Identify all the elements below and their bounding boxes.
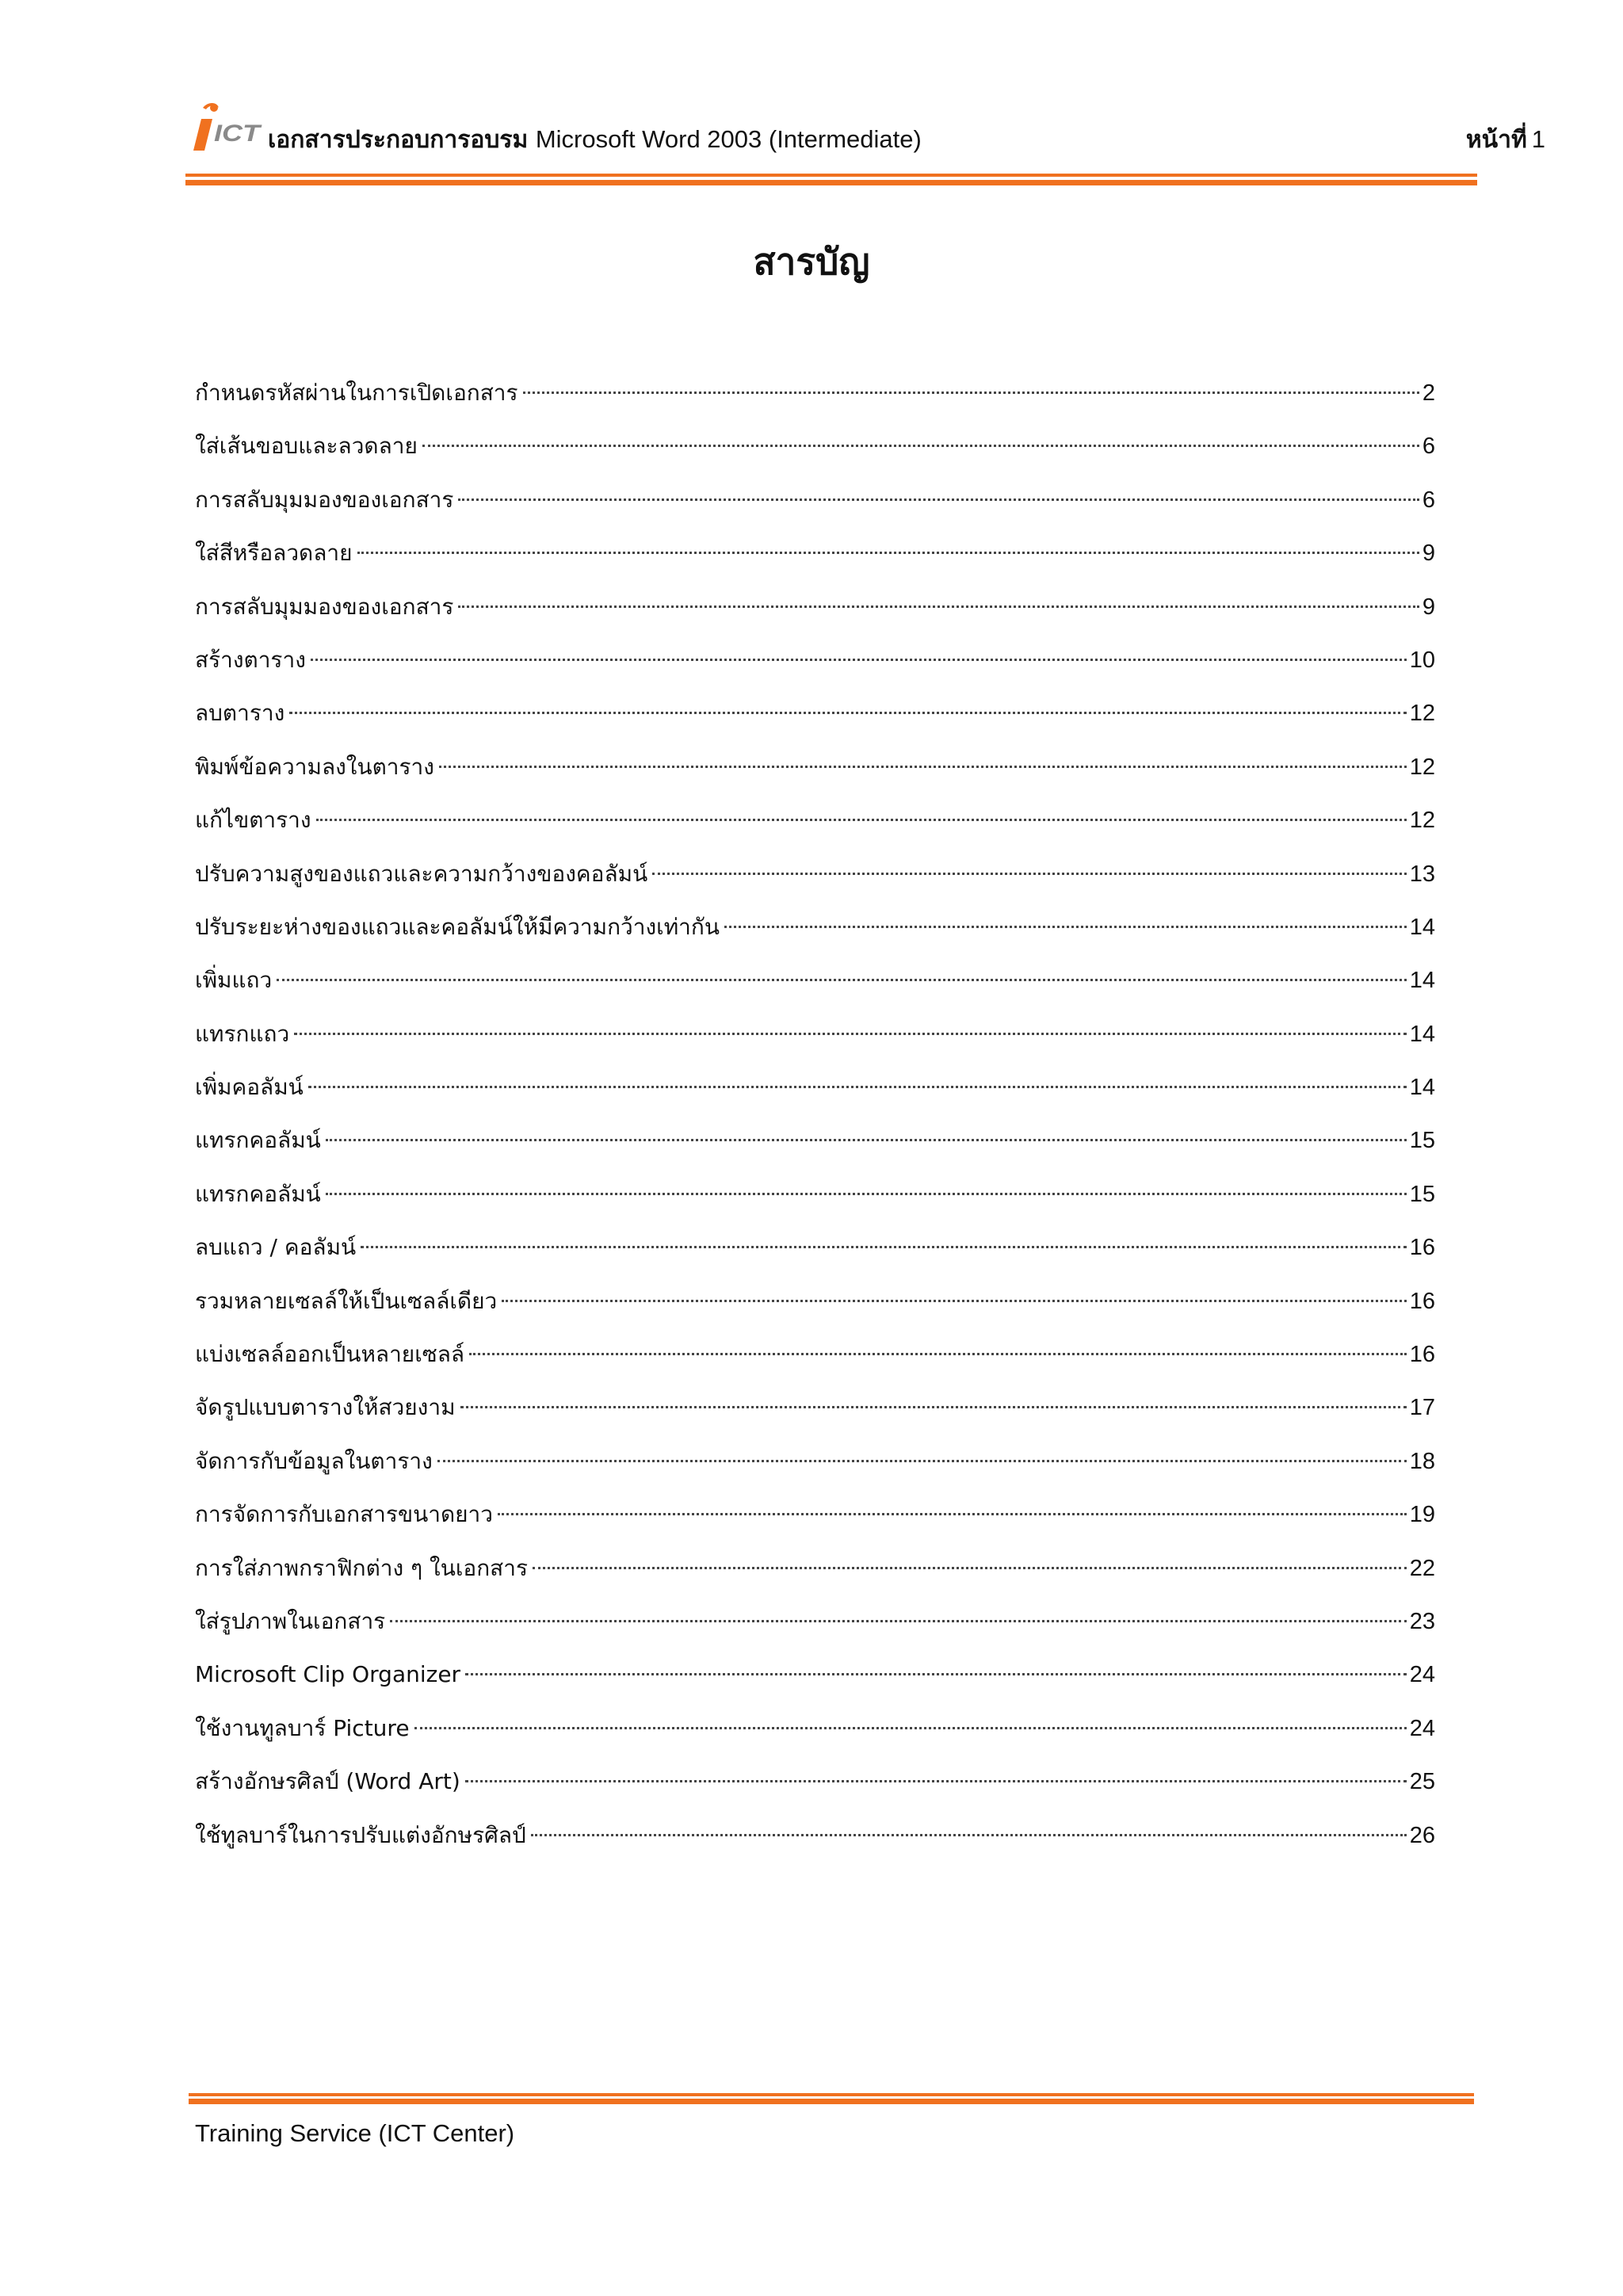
toc-dot-leader xyxy=(316,818,1407,821)
toc-entry[interactable] xyxy=(195,592,1435,645)
toc-entry-title: ใส่รูปภาพในเอกสาร xyxy=(195,1607,386,1634)
toc-entry-page: 16 xyxy=(1409,1235,1435,1261)
toc-entry-page: 9 xyxy=(1422,594,1435,620)
toc-entry-page: 18 xyxy=(1409,1448,1435,1474)
toc-entry-title: แก้ไขตาราง xyxy=(195,807,311,834)
toc-entry-title: จัดรูปแบบตารางให้สวยงาม xyxy=(195,1394,456,1421)
toc-dot-leader xyxy=(414,1726,1407,1729)
toc-entry-title: รวมหลายเซลล์ให้เป็นเซลล์เดียว xyxy=(195,1287,498,1314)
toc-entry-page: 24 xyxy=(1409,1715,1435,1741)
toc-entry-title: ปรับความสูงของแถวและความกว้างของคอลัมน์ xyxy=(195,860,648,887)
toc-entry[interactable] xyxy=(195,1606,1435,1660)
toc-entry-page: 9 xyxy=(1422,541,1435,567)
toc-dot-leader xyxy=(326,1192,1407,1195)
toc-entry-title: พิมพ์ข้อความลงในตาราง xyxy=(195,753,434,780)
toc-dot-leader xyxy=(357,551,1419,554)
toc-entry-page: 23 xyxy=(1409,1608,1435,1634)
toc-entry-page: 17 xyxy=(1409,1395,1435,1421)
toc-entry[interactable] xyxy=(195,1286,1435,1339)
toc-entry[interactable] xyxy=(195,1553,1435,1606)
toc-entry-title: ใส่เส้นขอบและลวดลาย xyxy=(195,433,418,460)
toc-entry[interactable] xyxy=(195,1392,1435,1446)
toc-dot-leader xyxy=(523,391,1419,394)
toc-entry-title: แทรกคอลัมน์ xyxy=(195,1180,321,1207)
toc-dot-leader xyxy=(289,711,1406,714)
toc-dot-leader xyxy=(465,1779,1407,1782)
toc-entry[interactable] xyxy=(195,1820,1435,1874)
toc-entry[interactable] xyxy=(195,698,1435,751)
toc-entry[interactable] xyxy=(195,752,1435,805)
toc-dot-leader xyxy=(469,1352,1407,1355)
toc-entry[interactable] xyxy=(195,965,1435,1018)
toc-entry-title: สร้างตาราง xyxy=(195,646,306,673)
toc-entry-page: 12 xyxy=(1409,754,1435,780)
toc-entry-page: 14 xyxy=(1409,1075,1435,1101)
toc-dot-leader xyxy=(533,1566,1407,1569)
toc-entry-page: 22 xyxy=(1409,1555,1435,1581)
toc-entry-title: แทรกแถว xyxy=(195,1020,290,1047)
toc-dot-leader xyxy=(361,1245,1407,1248)
toc-entry-title: กำหนดรหัสผ่านในการเปิดเอกสาร xyxy=(195,380,518,406)
toc-entry-title: ปรับระยะห่างของแถวและคอลัมน์ให้มีความกว้างเท่ากัน xyxy=(195,913,720,940)
toc-entry-page: 14 xyxy=(1409,914,1435,940)
footer-rule-thick xyxy=(189,2099,1474,2104)
document-header-title xyxy=(268,125,922,155)
toc-entry[interactable] xyxy=(195,912,1435,965)
header-rule-thin xyxy=(185,174,1477,177)
toc-entry[interactable] xyxy=(195,1019,1435,1072)
toc-entry[interactable] xyxy=(195,859,1435,912)
toc-entry-page: 16 xyxy=(1409,1342,1435,1368)
toc-dot-leader xyxy=(294,1032,1407,1035)
ict-logo xyxy=(190,100,263,154)
toc-entry-page: 15 xyxy=(1409,1181,1435,1207)
toc-entry-page: 24 xyxy=(1409,1662,1435,1688)
toc-entry-title: ใช้งานทูลบาร์ Picture xyxy=(195,1714,410,1741)
toc-entry[interactable] xyxy=(195,1660,1435,1713)
toc-entry-page: 25 xyxy=(1409,1769,1435,1795)
page-label: หน้าที่ xyxy=(1465,126,1527,154)
toc-entry-page: 10 xyxy=(1409,647,1435,673)
toc-entry[interactable] xyxy=(195,378,1435,431)
toc-dot-leader xyxy=(458,605,1419,608)
toc-dot-leader xyxy=(311,658,1407,661)
toc-entry[interactable] xyxy=(195,485,1435,538)
toc-entry-title: เพิ่มคอลัมน์ xyxy=(195,1074,304,1101)
header-rule-thick xyxy=(185,180,1477,185)
toc-entry-page: 2 xyxy=(1422,380,1435,406)
toc-dot-leader xyxy=(422,444,1419,447)
toc-dot-leader xyxy=(498,1512,1407,1515)
toc-dot-leader xyxy=(465,1672,1407,1675)
page-title: สารบัญ xyxy=(753,240,870,283)
toc-entry-title: เพิ่มแถว xyxy=(195,967,273,994)
page-number-value: 1 xyxy=(1531,125,1545,153)
toc-entry-title: การใส่ภาพกราฟิกต่าง ๆ ในเอกสาร xyxy=(195,1554,529,1581)
toc-dot-leader xyxy=(724,925,1407,928)
toc-entry[interactable] xyxy=(195,1713,1435,1767)
toc-entry-page: 26 xyxy=(1409,1822,1435,1848)
toc-entry-page: 19 xyxy=(1409,1502,1435,1528)
toc-entry-title: ใส่สีหรือลวดลาย xyxy=(195,540,353,567)
toc-entry[interactable] xyxy=(195,1499,1435,1553)
toc-entry[interactable] xyxy=(195,1767,1435,1820)
toc-entry-page: 6 xyxy=(1422,434,1435,460)
header-page-number xyxy=(1466,125,1545,155)
footer-text: Training Service (ICT Center) xyxy=(195,2119,515,2147)
toc-entry-title: การสลับมุมมองของเอกสาร xyxy=(195,486,454,513)
toc-entry-page: 6 xyxy=(1422,487,1435,513)
header-title-thai: เอกสารประกอบการอบรม xyxy=(268,126,529,154)
toc-entry-page: 12 xyxy=(1409,808,1435,834)
toc-entry-title: แบ่งเซลล์ออกเป็นหลายเซลล์ xyxy=(195,1341,465,1368)
toc-dot-leader xyxy=(458,498,1419,501)
toc-entry[interactable] xyxy=(195,1125,1435,1179)
toc-dot-leader xyxy=(390,1619,1407,1622)
toc-entry-page: 13 xyxy=(1409,861,1435,887)
toc-dot-leader xyxy=(460,1405,1407,1408)
footer-rule-thin xyxy=(189,2093,1474,2096)
toc-dot-leader xyxy=(437,1459,1407,1462)
toc-entry-page: 14 xyxy=(1409,968,1435,994)
toc-entry-title: ใช้ทูลบาร์ในการปรับแต่งอักษรศิลป์ xyxy=(195,1821,526,1848)
logo-text: ICT xyxy=(214,120,263,147)
toc-entry-title: สร้างอักษรศิลป์ (Word Art) xyxy=(195,1768,460,1795)
toc-entry-title: การสลับมุมมองของเอกสาร xyxy=(195,593,454,620)
toc-dot-leader xyxy=(277,978,1407,981)
toc-entry[interactable] xyxy=(195,805,1435,858)
toc-entry[interactable] xyxy=(195,645,1435,698)
toc-entry-title: จัดการกับข้อมูลในตาราง xyxy=(195,1447,433,1474)
table-of-contents xyxy=(195,378,1435,1874)
toc-entry[interactable] xyxy=(195,1232,1435,1286)
toc-dot-leader xyxy=(439,765,1407,768)
toc-entry[interactable] xyxy=(195,1072,1435,1125)
toc-entry-title: แทรกคอลัมน์ xyxy=(195,1127,321,1154)
toc-dot-leader xyxy=(652,872,1407,875)
toc-entry-page: 16 xyxy=(1409,1288,1435,1314)
toc-entry-title: ลบแถว / คอลัมน์ xyxy=(195,1234,357,1261)
toc-entry[interactable] xyxy=(195,431,1435,484)
toc-dot-leader xyxy=(502,1299,1406,1302)
toc-entry-title: การจัดการกับเอกสารขนาดยาว xyxy=(195,1501,493,1528)
toc-entry-page: 15 xyxy=(1409,1128,1435,1154)
toc-dot-leader xyxy=(308,1085,1407,1088)
page-header xyxy=(190,94,1545,157)
toc-entry[interactable] xyxy=(195,1179,1435,1232)
toc-entry[interactable] xyxy=(195,538,1435,591)
toc-entry-page: 12 xyxy=(1409,701,1435,727)
toc-dot-leader xyxy=(531,1833,1407,1836)
toc-entry[interactable] xyxy=(195,1446,1435,1499)
toc-entry-title: Microsoft Clip Organizer xyxy=(195,1661,461,1688)
toc-entry-page: 14 xyxy=(1409,1021,1435,1047)
toc-dot-leader xyxy=(326,1138,1407,1141)
toc-entry[interactable] xyxy=(195,1339,1435,1392)
header-title-latin: Microsoft Word 2003 (Intermediate) xyxy=(535,125,922,153)
toc-entry-title: ลบตาราง xyxy=(195,700,285,727)
